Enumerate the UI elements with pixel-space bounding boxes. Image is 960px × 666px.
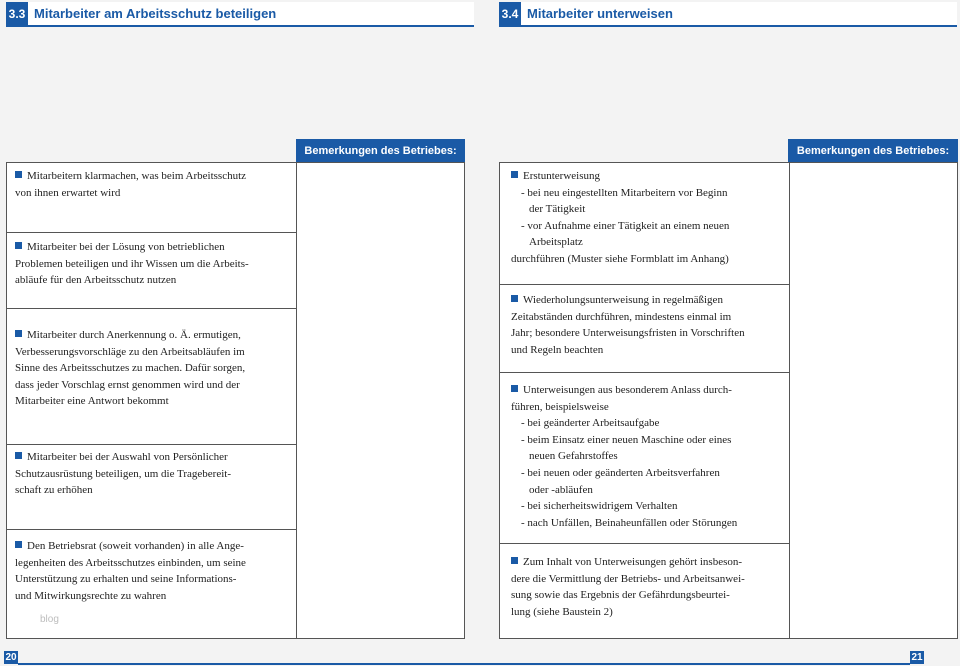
square-bullet-icon: [511, 385, 518, 392]
square-bullet-icon: [511, 295, 518, 302]
section-title: Mitarbeiter am Arbeitsschutz beteiligen: [34, 6, 277, 21]
checklist-item: Wiederholungsunterweisung in regelmäßigen Zeitabständen durchführen, mindestens einmal im Jahr; besondere Unterweisungsfristen in Vorschriften und Regeln beachten: [511, 294, 745, 356]
checklist-item: Erstunterweisung - bei neu eingestellten Mitarbeitern vor Beginn der Tätigkeit - vor Aufnahme einer Tätigkeit an einem neuen Arbeitsplatz durchführen (Muster siehe Formblatt im Anhang): [511, 170, 730, 265]
square-bullet-icon: [511, 557, 518, 564]
checklist-table: [499, 162, 958, 639]
right-page: [480, 0, 960, 666]
section-title: Mitarbeiter unterweisen: [527, 6, 673, 21]
remarks-header: Bemerkungen des Betriebes:: [788, 139, 958, 162]
square-bullet-icon: [511, 171, 518, 178]
checklist-table: [6, 162, 465, 639]
section-number: 3.3: [6, 2, 28, 25]
checklist-item: Mitarbeiter bei der Lösung von betrieblichen Problemen beteiligen und ihr Wissen um die Arbeits- abläufe für den Arbeitsschutz nutzen: [15, 241, 249, 287]
square-bullet-icon: [15, 541, 22, 548]
checklist-item: Mitarbeitern klarmachen, was beim Arbeitsschutz von ihnen erwartet wird: [15, 170, 247, 199]
square-bullet-icon: [15, 452, 22, 459]
section-number: 3.4: [499, 2, 521, 25]
checklist-item: Den Betriebsrat (soweit vorhanden) in alle Ange- legenheiten des Arbeitsschutzes einbinden, um seine Unterstützung zu erhalten und seine Informations- und Mitwirkungsrechte zu wahren: [15, 540, 246, 602]
square-bullet-icon: [15, 171, 22, 178]
page-number: 21: [911, 652, 923, 663]
checklist-item: Mitarbeiter bei der Auswahl von Persönlicher Schutzausrüstung beteiligen, um die Tragebereit- schaft zu erhöhen: [15, 451, 231, 497]
section-header-3-3: [6, 2, 474, 27]
section-header-3-4: [499, 2, 957, 27]
checklist-item: Unterweisungen aus besonderem Anlass durch- führen, beispielsweise - bei geänderter Arbeitsaufgabe - beim Einsatz einer neuen Maschine oder eines neuen Gefahrstoffes - bei neuen oder geänderten Arbeitsverfahren oder -abläufen - bei sicherheitswidrigem Verhalten - nach Unfällen, Beinaheunfällen oder Störungen: [511, 384, 738, 529]
remarks-header: Bemerkungen des Betriebes:: [296, 139, 465, 162]
square-bullet-icon: [15, 242, 22, 249]
checklist-item: Zum Inhalt von Unterweisungen gehört insbeson- dere die Vermittlung der Betriebs- und Arbeitsanwei- sung sowie das Ergebnis der Gefährdungsbeurtei- lung (siehe Baustein 2): [511, 556, 745, 618]
square-bullet-icon: [15, 330, 22, 337]
checklist-item: Mitarbeiter durch Anerkennung o. Ä. ermutigen, Verbesserungsvorschläge zu den Arbeitsabläufen im Sinne des Arbeitsschutzes zu machen. Dafür sorgen, dass jeder Vorschlag ernst genommen wird und der Mitarbeiter eine Antwort bekommt: [15, 329, 246, 408]
watermark-text: blog: [40, 614, 59, 625]
page-number: 20: [5, 652, 17, 663]
